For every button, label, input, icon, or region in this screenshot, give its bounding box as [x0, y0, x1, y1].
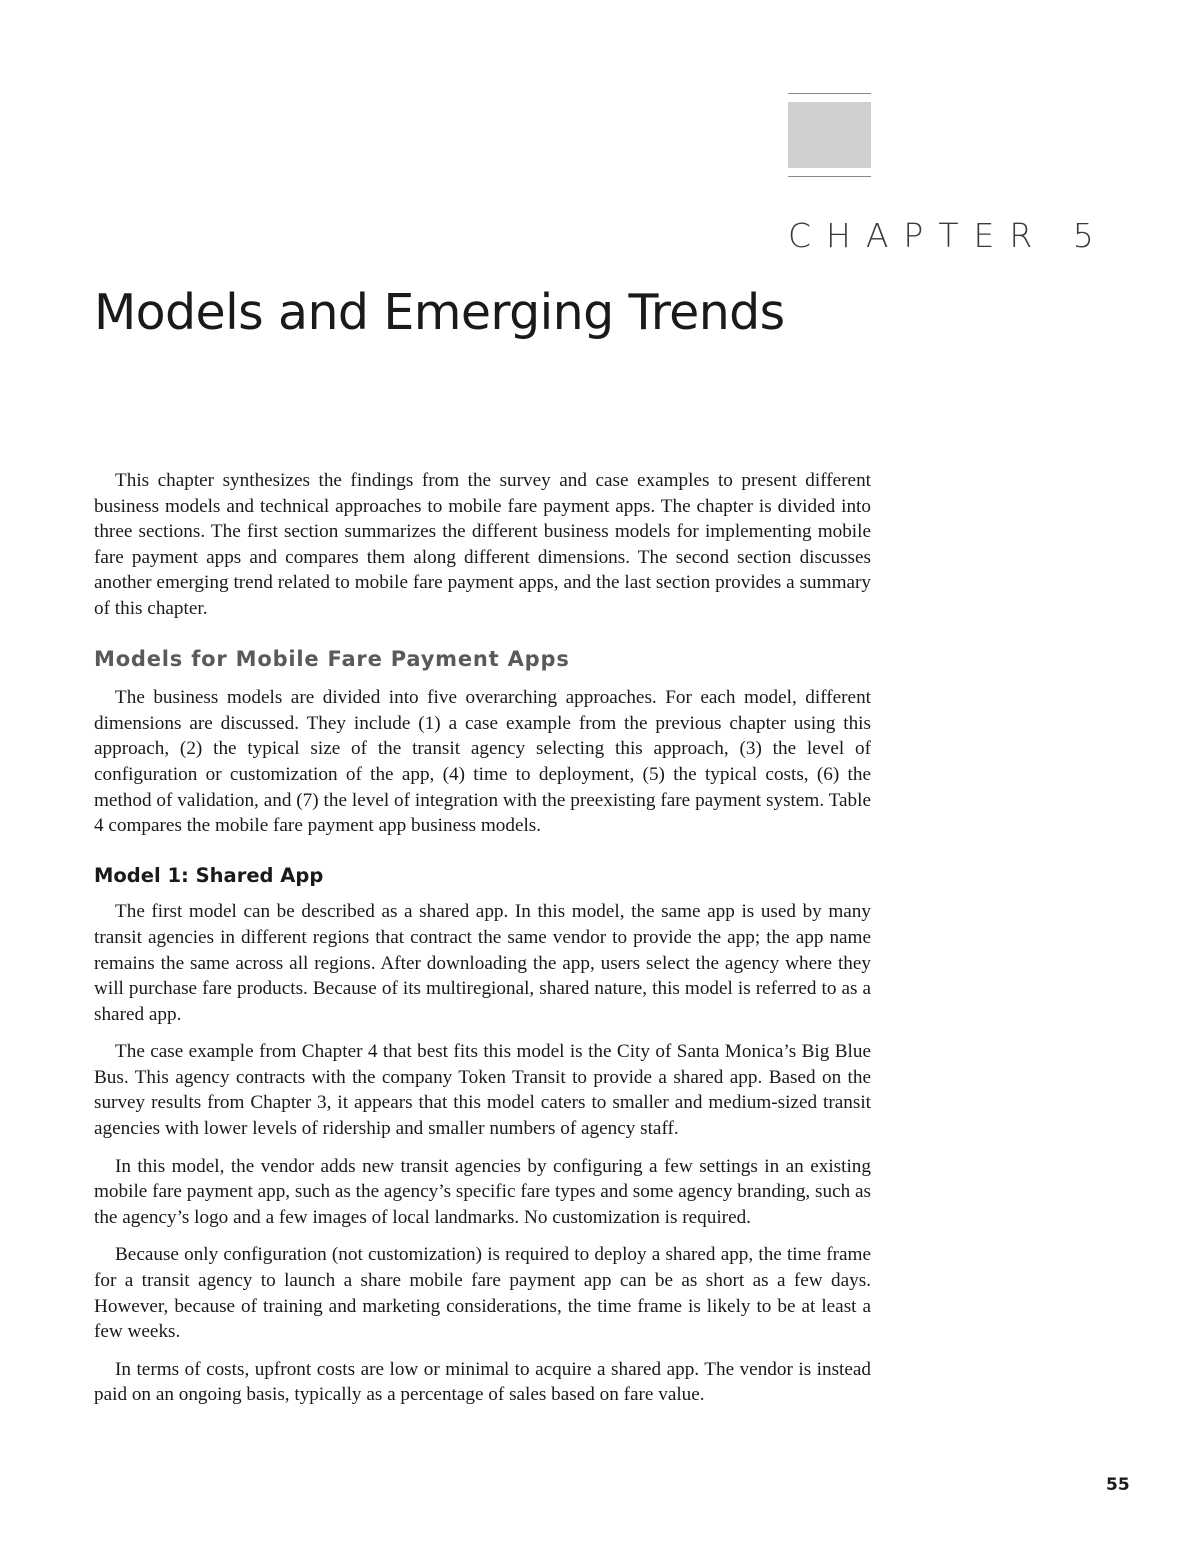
page-number: 55 — [1106, 1475, 1130, 1495]
model1-paragraph-1: The first model can be described as a shared app. In this model, the same app is used by many transit agencies in different regions that contract the same vendor to provide the app; the app name remains the same across all regions. After downloading the app, users select the agency where they will purchase fare products. Because of its multiregional, shared nature, this model is referred to as a shared app. — [94, 901, 871, 1025]
chapter-label: CHAPTER 5 — [788, 216, 1109, 255]
ornament-top-rule — [788, 93, 871, 94]
intro-paragraph: This chapter synthesizes the findings from the survey and case examples to present different business models and technical approaches to mobile fare payment apps. The chapter is divided into three sections. The first section summarizes the different business models for implementing mobile fare payment apps and compares them along different dimensions. The second section discusses another emerging trend related to mobile fare payment apps, and the last section provides a summary of this chapter. — [94, 470, 871, 619]
model1-paragraph-4: Because only configuration (not customization) is required to deploy a shared app, the time frame for a transit agency to launch a share mobile fare payment app can be as short as a few days. However, because of training and marketing considerations, the time frame is likely to be at least a few weeks. — [94, 1244, 871, 1343]
model1-heading: Model 1: Shared App — [94, 863, 324, 887]
chapter-ornament — [788, 93, 871, 177]
model1-paragraph-2: The case example from Chapter 4 that best fits this model is the City of Santa Monica’s Big Blue Bus. This agency contracts with the company Token Transit to provide a shared app. Based on the survey results from Chapter 3, it appears that this model caters to smaller and medium-sized transit agencies with lower levels of ridership and smaller numbers of agency staff. — [94, 1041, 871, 1140]
chapter-title: Models and Emerging Trends — [94, 284, 785, 341]
model1-paragraph-5: In terms of costs, upfront costs are low or minimal to acquire a shared app. The vendor is instead paid on an ongoing basis, typically as a percentage of sales based on fare value. — [94, 1358, 871, 1406]
section-heading-models: Models for Mobile Fare Payment Apps — [94, 646, 570, 671]
ornament-gray-box — [788, 102, 871, 168]
ornament-bottom-rule — [788, 176, 871, 177]
body-text — [94, 468, 871, 1420]
models-paragraph: The business models are divided into five overarching approaches. For each model, different dimensions are discussed. They include (1) a case example from the previous chapter using this approach, (2) the typical size of the transit agency selecting this approach, (3) the level of configuration or customization of the app, (4) time to deployment, (5) the typical costs, (6) the method of validation, and (7) the level of integration with the preexisting fare payment system. Table 4 compares the mobile fare payment app business models. — [94, 687, 871, 837]
model1-paragraph-3: In this model, the vendor adds new transit agencies by configuring a few settings in an existing mobile fare payment app, such as the agency’s specific fare types and some agency branding, such as the agency’s logo and a few images of local landmarks. No customization is required. — [94, 1155, 871, 1228]
